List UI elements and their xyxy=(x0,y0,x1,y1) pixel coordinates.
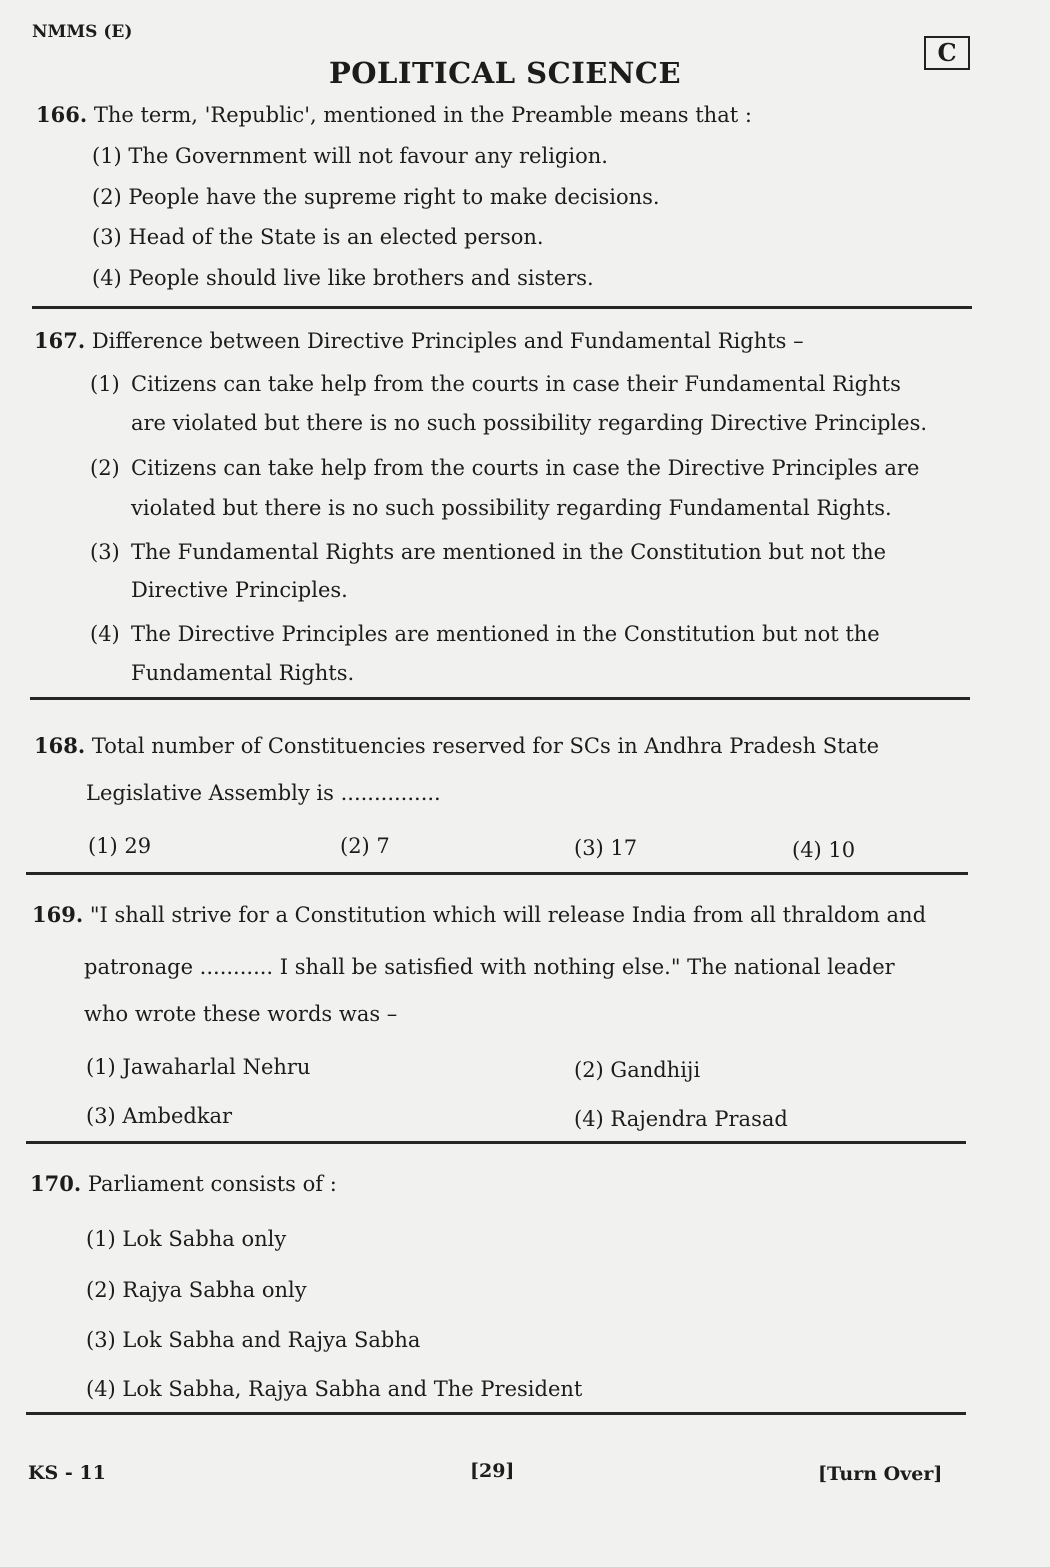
q167-option-2-label: (2) xyxy=(90,456,120,480)
exam-code: NMMS (E) xyxy=(32,22,133,42)
question-text: Difference between Directive Principles and Fundamental Rights – xyxy=(91,329,804,353)
turn-over-note: [Turn Over] xyxy=(818,1463,943,1485)
question-166 xyxy=(36,102,752,127)
q169-option-3: (3) Ambedkar xyxy=(86,1104,233,1128)
q167-option-2-line2: violated but there is no such possibility regarding Fundamental Rights. xyxy=(131,496,892,520)
q167-option-4-line1: The Directive Principles are mentioned in the Constitution but not the xyxy=(131,622,880,646)
question-169-line3: who wrote these words was – xyxy=(84,1002,398,1026)
q167-option-1-label: (1) xyxy=(90,372,120,396)
q167-option-1-line2: are violated but there is no such possibility regarding Directive Principles. xyxy=(131,411,928,435)
question-168-line2: Legislative Assembly is ............... xyxy=(86,781,441,805)
q167-option-3-label: (3) xyxy=(90,540,120,564)
q170-option-3: (3) Lok Sabha and Rajya Sabha xyxy=(86,1328,421,1352)
question-167 xyxy=(34,328,804,353)
q167-option-3-line1: The Fundamental Rights are mentioned in the Constitution but not the xyxy=(131,540,887,564)
question-number: 166. xyxy=(36,102,88,127)
q166-option-3: (3) Head of the State is an elected person. xyxy=(92,225,544,249)
set-label-box: C xyxy=(924,36,970,70)
q170-option-2: (2) Rajya Sabha only xyxy=(86,1278,307,1302)
q167-option-2-line1: Citizens can take help from the courts in case the Directive Principles are xyxy=(131,456,920,480)
divider xyxy=(32,306,972,309)
q170-option-4: (4) Lok Sabha, Rajya Sabha and The President xyxy=(86,1377,583,1401)
question-169-line2: patronage ........... I shall be satisfied with nothing else." The national leader xyxy=(84,955,895,979)
divider xyxy=(30,697,970,700)
q169-option-1: (1) Jawaharlal Nehru xyxy=(86,1055,311,1079)
question-text: Total number of Constituencies reserved for SCs in Andhra Pradesh State xyxy=(91,734,880,758)
q168-option-2: (2) 7 xyxy=(340,834,390,858)
divider xyxy=(26,872,968,875)
q167-option-1-line1: Citizens can take help from the courts in case their Fundamental Rights xyxy=(131,372,901,396)
q169-option-4: (4) Rajendra Prasad xyxy=(574,1107,788,1131)
question-text: The term, 'Republic', mentioned in the Preamble means that : xyxy=(93,103,752,127)
q170-option-1: (1) Lok Sabha only xyxy=(86,1227,287,1251)
footer-code: KS - 11 xyxy=(28,1462,106,1484)
question-168 xyxy=(34,733,879,758)
q169-option-2: (2) Gandhiji xyxy=(574,1058,701,1082)
q168-option-4: (4) 10 xyxy=(792,838,856,862)
q166-option-4: (4) People should live like brothers and sisters. xyxy=(92,266,594,290)
q168-option-1: (1) 29 xyxy=(88,834,152,858)
q167-option-4-label: (4) xyxy=(90,622,120,646)
question-169 xyxy=(32,902,926,927)
section-title: POLITICAL SCIENCE xyxy=(328,56,682,90)
q166-option-1: (1) The Government will not favour any religion. xyxy=(92,144,608,168)
question-text: "I shall strive for a Constitution which will release India from all thraldom and xyxy=(89,903,927,927)
question-number: 169. xyxy=(32,902,84,927)
question-number: 167. xyxy=(34,328,86,353)
question-text: Parliament consists of : xyxy=(87,1172,337,1196)
page-number: [29] xyxy=(470,1460,515,1482)
question-number: 170. xyxy=(30,1171,82,1196)
divider xyxy=(26,1141,966,1144)
q168-option-3: (3) 17 xyxy=(574,836,638,860)
q167-option-3-line2: Directive Principles. xyxy=(131,578,348,602)
q167-option-4-line2: Fundamental Rights. xyxy=(131,661,355,685)
divider xyxy=(26,1412,966,1415)
question-number: 168. xyxy=(34,733,86,758)
q166-option-2: (2) People have the supreme right to make decisions. xyxy=(92,185,660,209)
question-170 xyxy=(30,1171,337,1196)
